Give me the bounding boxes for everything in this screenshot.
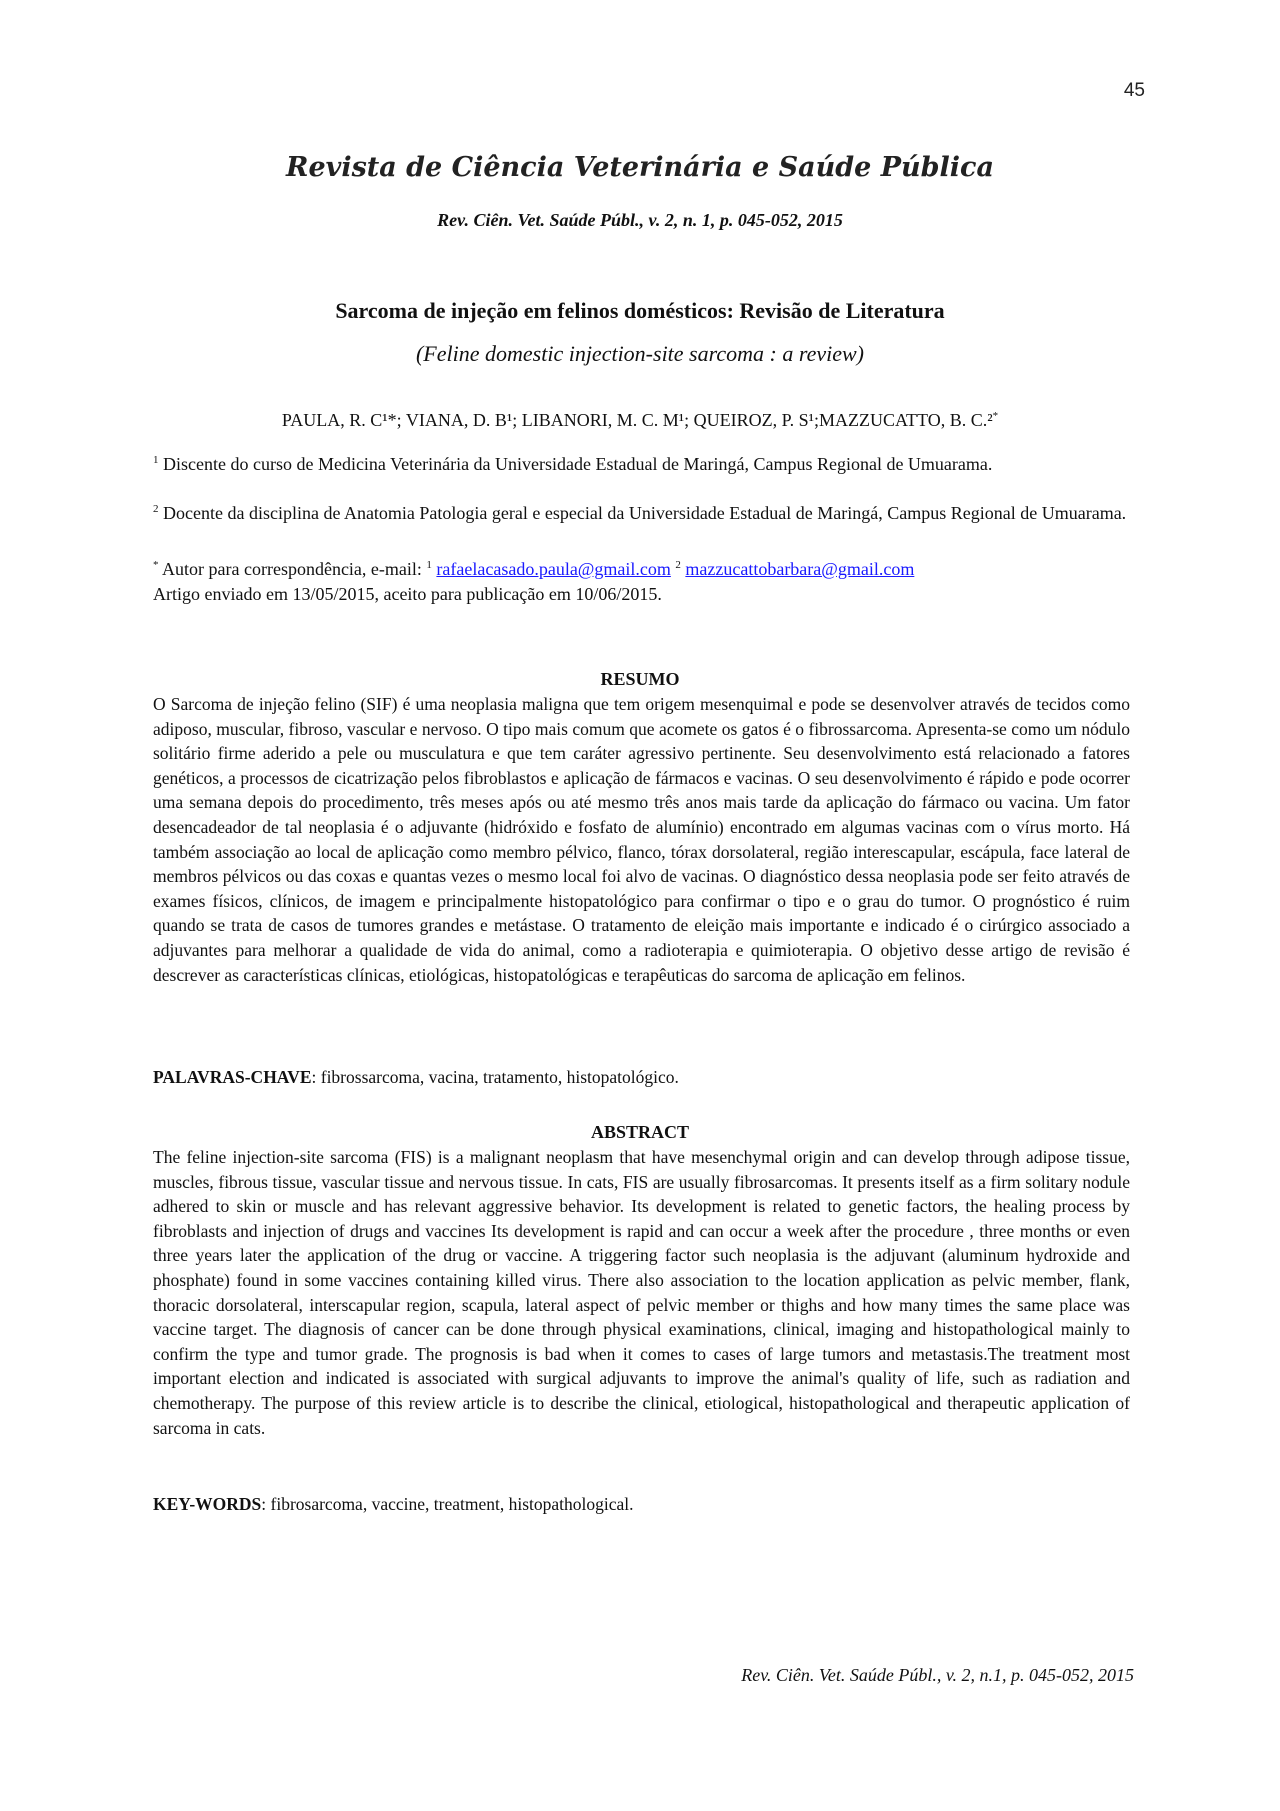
affiliation-2-text: Docente da disciplina de Anatomia Patologia geral e especial da Universidade Estadual de Maringá, Campus Regional de Umuarama. bbox=[163, 503, 1127, 523]
affiliation-1-text: Discente do curso de Medicina Veterinária da Universidade Estadual de Maringá, Campus Regional de Umuarama. bbox=[163, 454, 993, 474]
abstract-body: The feline injection-site sarcoma (FIS) is a malignant neoplasm that have mesenchymal origin and can develop through adipose tissue, muscles, fibrous tissue, vascular tissue and nervous tissue. In cats, FIS are usually fibrosarcomas. It presents itself as a firm solitary nodule adhered to skin or muscle and has relevant aggressive behavior. Its development is related to genetic factors, the healing process by fibroblasts and injection of drugs and vaccines Its development is rapid and can occur a week after the procedure , three months or even three years later the application of the drug or vaccine. A triggering factor such neoplasia is the adjuvant (aluminum hydroxide and phosphate) found in some vaccines containing killed virus. There also association to the location application as pelvic member, flank, thoracic dorsolateral, interscapular region, scapula, lateral aspect of pelvic member or thighs and how many times the same place was vaccine target. The diagnosis of cancer can be done through physical examinations, clinical, imaging and histopathological mainly to confirm the type and tumor grade. The prognosis is bad when it comes to cases of large tumors and metastasis.The treatment most important election and indicated is associated with surgical adjuvants to improve the animal's quality of life, such as radiation and chemotherapy. The purpose of this review article is to describe the clinical, etiological, histopathological and therapeutic application of sarcoma in cats. bbox=[153, 1147, 1130, 1438]
correspondence-mark: * bbox=[153, 559, 159, 571]
author-list bbox=[0, 410, 1280, 431]
email-2-mark: 2 bbox=[675, 559, 681, 571]
abstract-keywords bbox=[153, 1494, 1130, 1515]
author-names: PAULA, R. C¹*; VIANA, D. B¹; LIBANORI, M. C. M¹; QUEIROZ, P. S¹;MAZZUCATTO, B. C.² bbox=[281, 410, 993, 430]
email-1-mark: 1 bbox=[426, 559, 432, 571]
resumo-keywords-text: : fibrossarcoma, vacina, tratamento, histopatológico. bbox=[311, 1067, 679, 1087]
journal-citation: Rev. Ciên. Vet. Saúde Públ., v. 2, n. 1, p. 045-052, 2015 bbox=[437, 210, 843, 230]
email-2-link[interactable]: mazzucattobarbara@gmail.com bbox=[685, 559, 915, 579]
author-star: * bbox=[992, 410, 999, 422]
affiliation-2-mark: 2 bbox=[153, 503, 159, 515]
abstract-keywords-label: KEY-WORDS bbox=[153, 1494, 262, 1514]
affiliation-2 bbox=[153, 501, 1130, 525]
submission-dates: Artigo enviado em 13/05/2015, aceito para publicação em 10/06/2015. bbox=[153, 584, 662, 604]
resumo-keywords-label: PALAVRAS-CHAVE bbox=[153, 1067, 312, 1087]
page-number: 45 bbox=[1123, 80, 1145, 101]
resumo-keywords bbox=[153, 1067, 1130, 1088]
footer-citation: Rev. Ciên. Vet. Saúde Públ., v. 2, n.1, p. 045-052, 2015 bbox=[741, 1665, 1134, 1685]
abstract-keywords-text: : fibrosarcoma, vaccine, treatment, histopathological. bbox=[261, 1494, 634, 1514]
email-1-link[interactable]: rafaelacasado.paula@gmail.com bbox=[436, 559, 671, 579]
abstract-heading: ABSTRACT bbox=[590, 1122, 690, 1142]
resumo-body: O Sarcoma de injeção felino (SIF) é uma neoplasia maligna que tem origem mesenquimal e pode se desenvolver através de tecidos como adiposo, muscular, fibroso, vascular e nervoso. O tipo mais comum que acomete os gatos é o fibrossarcoma. Apresenta-se como um nódulo solitário firme aderido a pele ou musculatura e que tem caráter agressivo pertinente. Seu desenvolvimento está relacionado a fatores genéticos, a processos de cicatrização pelos fibroblastos e aplicação de fármacos e vacinas. O seu desenvolvimento é rápido e pode ocorrer uma semana depois do procedimento, três meses após ou até mesmo três anos mais tarde da aplicação do fármaco ou vacina. Um fator desencadeador de tal neoplasia é o adjuvante (hidróxido e fosfato de alumínio) encontrado em algumas vacinas com o vírus morto. Há também associação ao local de aplicação como membro pélvico, flanco, tórax dorsolateral, região interescapular, escápula, face lateral de membros pélvicos ou das coxas e quantas vezes o mesmo local foi alvo de vacinas. O diagnóstico dessa neoplasia pode ser feito através de exames físicos, clínicos, de imagem e principalmente histopatológico para confirmar o tipo e o grau do tumor. O prognóstico é ruim quando se trata de casos de tumores grandes e metástase. O tratamento de eleição mais importante e indicado é o cirúrgico associado a adjuvantes para melhorar a qualidade de vida do animal, como a radioterapia e quimioterapia. O objetivo desse artigo de revisão é descrever as características clínicas, etiológicas, histopatológicas e terapêuticas do sarcoma de aplicação em felinos. bbox=[153, 694, 1130, 985]
affiliation-1 bbox=[153, 452, 1130, 476]
correspondence-label: Autor para correspondência, e-mail: bbox=[162, 559, 422, 579]
correspondence bbox=[153, 557, 1130, 581]
affiliation-1-mark: 1 bbox=[153, 454, 159, 466]
article-title: Sarcoma de injeção em felinos domésticos: Revisão de Literatura bbox=[335, 298, 945, 323]
resumo-heading: RESUMO bbox=[600, 669, 680, 689]
journal-name: Revista de Ciência Veterinária e Saúde Pública bbox=[286, 152, 994, 183]
article-subtitle: (Feline domestic injection-site sarcoma : a review) bbox=[415, 341, 864, 366]
